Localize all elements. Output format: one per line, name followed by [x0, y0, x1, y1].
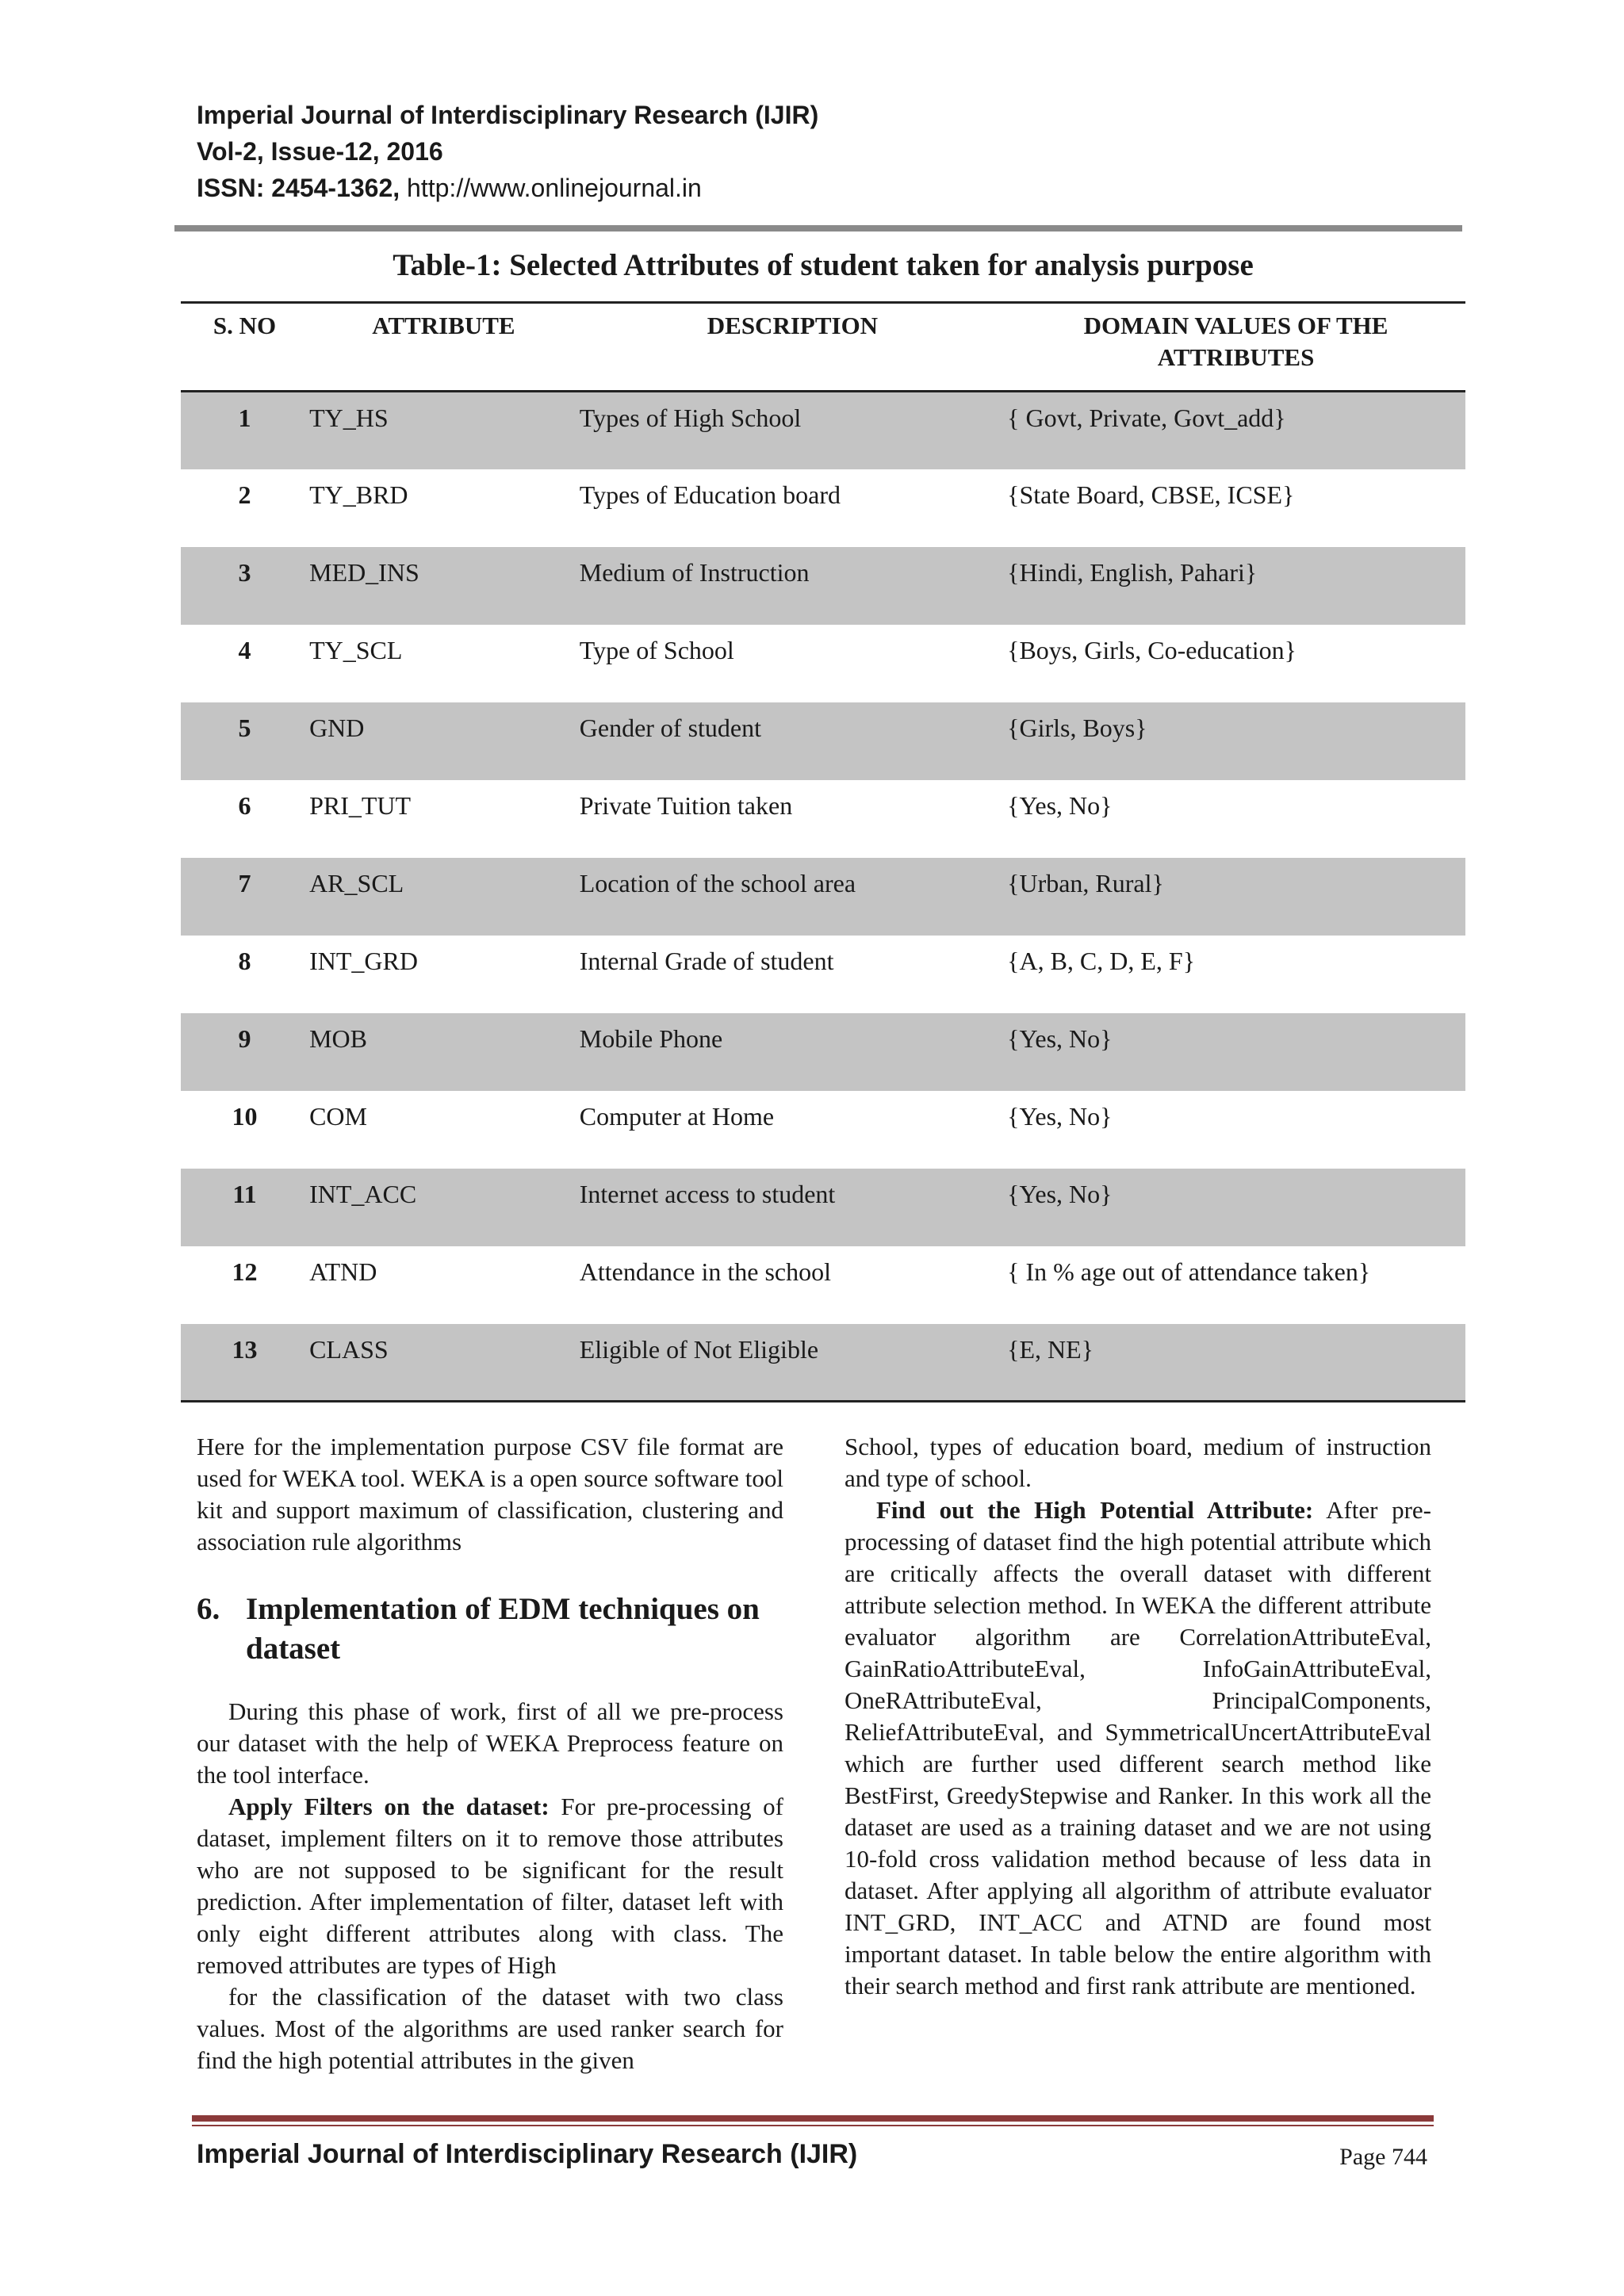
- cell-attribute: PRI_TUT: [309, 790, 412, 820]
- table-row: [181, 1091, 1465, 1169]
- run-in-heading: Find out the High Potential Attribute:: [876, 1496, 1314, 1524]
- attributes-table: [181, 301, 1465, 1402]
- journal-header: [197, 97, 1307, 206]
- cell-description: Type of School: [579, 635, 734, 664]
- paragraph: During this phase of work, first of all we pre-process our dataset with the help of WEKA Preprocess feature on the tool interface.: [197, 1697, 783, 1789]
- paragraph: School, types of education board, medium of instruction and type of school.: [845, 1433, 1431, 1492]
- cell-sno: 7: [181, 858, 308, 936]
- cell-attribute: GND: [308, 702, 579, 780]
- cell-domain: {Hindi, English, Pahari}: [1006, 547, 1465, 625]
- cell-domain: {E, NE}: [1006, 1324, 1465, 1402]
- cell-attribute: CLASS: [308, 1324, 579, 1402]
- paragraph: [197, 1791, 783, 1981]
- footer-divider: [192, 2115, 1434, 2122]
- cell-domain: {Girls, Boys}: [1006, 702, 1465, 780]
- cell-domain: {Urban, Rural}: [1006, 858, 1465, 936]
- table-row: [181, 625, 1465, 702]
- cell-description: Mobile Phone: [579, 1013, 1006, 1091]
- cell-domain: { Govt, Private, Govt_add}: [1006, 392, 1465, 469]
- paragraph-text: For pre-processing of dataset, implement filters on it to remove those attributes who are not supposed to be significant for the result prediction. After implementation of filter, dataset left with only eight different attributes along with class. The removed attributes are types of High: [197, 1793, 783, 1979]
- cell-attribute: TY_BRD: [309, 480, 408, 509]
- table-row: [181, 1246, 1465, 1324]
- table-row: [181, 702, 1465, 780]
- paragraph: Here for the implementation purpose CSV file format are used for WEKA tool. WEKA is a open source software tool kit and support maximum of classification, clustering and association rule algorithms: [197, 1433, 783, 1556]
- table-row: [181, 936, 1465, 1013]
- cell-domain: {A, B, C, D, E, F}: [1007, 946, 1196, 975]
- cell-sno: 12: [232, 1257, 258, 1286]
- cell-domain: { In % age out of attendance taken}: [1007, 1257, 1371, 1286]
- cell-attribute: INT_GRD: [309, 946, 418, 975]
- table-row: [181, 547, 1465, 625]
- cell-sno: 8: [238, 946, 251, 975]
- cell-domain: {Yes, No}: [1006, 1169, 1465, 1246]
- cell-domain: {Yes, No}: [1007, 1101, 1113, 1131]
- cell-description: Computer at Home: [579, 1101, 775, 1131]
- cell-domain: {Boys, Girls, Co-education}: [1007, 635, 1297, 664]
- table-row: [181, 1013, 1465, 1091]
- cell-attribute: INT_ACC: [308, 1169, 579, 1246]
- cell-description: Attendance in the school: [579, 1257, 831, 1286]
- col-header-attribute: ATTRIBUTE: [308, 303, 579, 392]
- cell-domain: {State Board, CBSE, ICSE}: [1007, 480, 1295, 509]
- section-number: 6.: [197, 1592, 220, 1626]
- section-heading: [197, 1590, 783, 1669]
- cell-description: Medium of Instruction: [579, 547, 1006, 625]
- table-row: [181, 1169, 1465, 1246]
- cell-description: Types of High School: [579, 392, 1006, 469]
- header-divider: [174, 225, 1462, 232]
- left-column: [197, 1431, 783, 2076]
- journal-title: Imperial Journal of Interdisciplinary Research (IJIR): [197, 101, 819, 129]
- col-header-domain: DOMAIN VALUES OF THE ATTRIBUTES: [1006, 303, 1465, 392]
- cell-description: Eligible of Not Eligible: [579, 1324, 1006, 1402]
- page-number: Page 744: [1339, 2144, 1427, 2170]
- table-caption: Table-1: Selected Attributes of student taken for analysis purpose: [393, 248, 1254, 282]
- cell-description: Location of the school area: [579, 858, 1006, 936]
- cell-sno: 13: [181, 1324, 308, 1402]
- journal-issn: [197, 170, 1307, 206]
- cell-attribute: TY_SCL: [309, 635, 403, 664]
- col-header-sno: S. NO: [181, 303, 308, 392]
- cell-description: Internal Grade of student: [579, 946, 834, 975]
- cell-attribute: COM: [309, 1101, 367, 1131]
- cell-sno: 2: [238, 480, 251, 509]
- cell-domain: {Yes, No}: [1006, 1013, 1465, 1091]
- table-row: [181, 1324, 1465, 1402]
- cell-domain: {Yes, No}: [1007, 790, 1113, 820]
- paragraph-text: After pre-processing of dataset find the high potential attribute which are critically affects the overall dataset with different attribute selection method. In WEKA the different attribute evaluator algorithm are CorrelationAttributeEval, GainRatioAttributeEval, InfoGainAttributeEval, OneRAttributeEval, PrincipalComponents, ReliefAttributeEval, and SymmetricalUncertAttributeEval which are further used different search method like BestFirst, GreedyStepwise and Ranker. In this work all the dataset are used as a training dataset and we are not using 10-fold cross validation method because of less data in dataset. After applying all algorithm of attribute evaluator INT_GRD, INT_ACC and ATND are found most important dataset. In table below the entire algorithm with their search method and first rank attribute are mentioned.: [845, 1496, 1431, 1999]
- journal-volume: Vol-2, Issue-12, 2016: [197, 137, 443, 166]
- cell-description: Private Tuition taken: [579, 790, 793, 820]
- section-title: Implementation of EDM techniques on dataset: [246, 1592, 760, 1666]
- table-row: [181, 392, 1465, 469]
- table-header-row: [181, 303, 1465, 392]
- col-header-description: DESCRIPTION: [579, 303, 1006, 392]
- footer-journal: Imperial Journal of Interdisciplinary Research (IJIR): [197, 2139, 858, 2169]
- cell-attribute: ATND: [309, 1257, 377, 1286]
- paragraph: for the classification of the dataset with two class values. Most of the algorithms are used ranker search for find the high potential attributes in the given: [197, 1983, 783, 2074]
- table-row: [181, 469, 1465, 547]
- run-in-heading: Apply Filters on the dataset:: [228, 1793, 550, 1820]
- cell-sno: 10: [232, 1101, 258, 1131]
- cell-description: Internet access to student: [579, 1169, 1006, 1246]
- journal-url: http://www.onlinejournal.in: [400, 174, 702, 202]
- cell-description: Gender of student: [579, 702, 1006, 780]
- cell-sno: 4: [238, 635, 251, 664]
- cell-attribute: AR_SCL: [308, 858, 579, 936]
- cell-sno: 11: [181, 1169, 308, 1246]
- cell-sno: 5: [181, 702, 308, 780]
- cell-attribute: TY_HS: [308, 392, 579, 469]
- paragraph: [845, 1494, 1431, 2002]
- table-row: [181, 780, 1465, 858]
- cell-sno: 9: [181, 1013, 308, 1091]
- cell-sno: 6: [238, 790, 251, 820]
- cell-sno: 1: [181, 392, 308, 469]
- cell-description: Types of Education board: [579, 480, 841, 509]
- issn-number: ISSN: 2454-1362,: [197, 174, 400, 202]
- cell-attribute: MED_INS: [308, 547, 579, 625]
- cell-attribute: MOB: [308, 1013, 579, 1091]
- table-row: [181, 858, 1465, 936]
- footer-divider-thin: [192, 2125, 1434, 2126]
- right-column: [845, 1431, 1431, 2002]
- cell-sno: 3: [181, 547, 308, 625]
